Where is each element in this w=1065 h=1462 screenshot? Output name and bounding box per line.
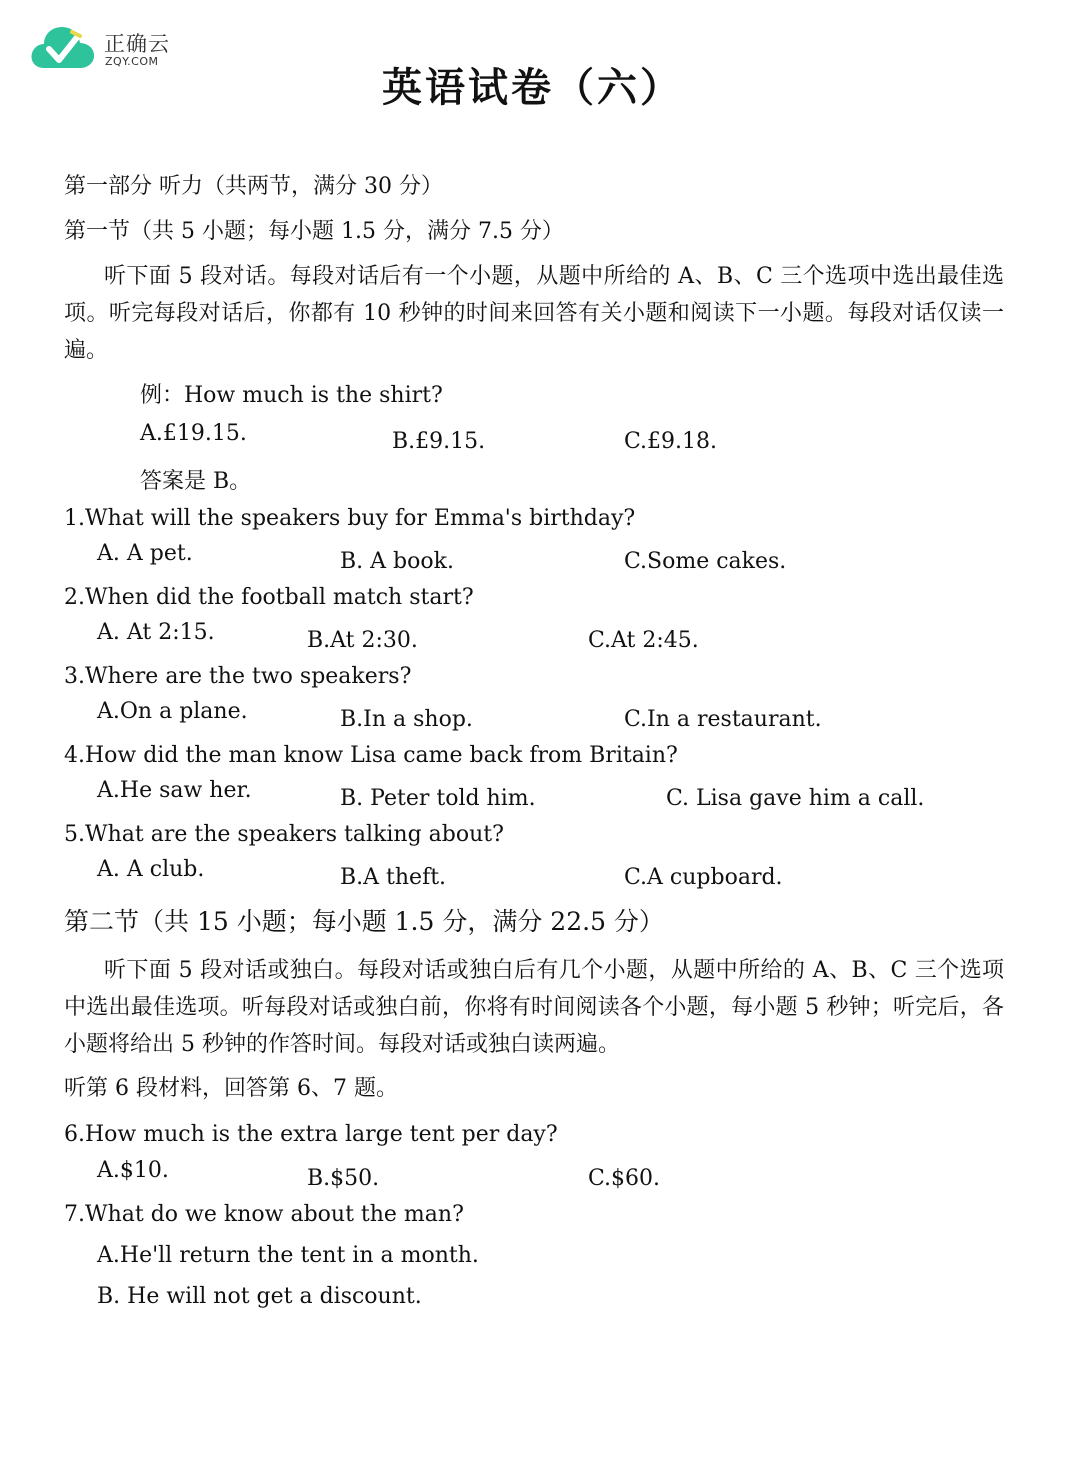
q5-option-b: B.A theft. [340, 865, 447, 890]
q6-option-a: A.$10. [97, 1158, 169, 1183]
section1-heading: 第一节（共 5 小题；每小题 1.5 分，满分 7.5 分） [64, 219, 564, 244]
question-5: 5.What are the speakers talking about? [64, 822, 504, 847]
question-3: 3.Where are the two speakers? [64, 664, 412, 689]
q3-option-b: B.In a shop. [340, 707, 473, 732]
q5-option-a: A. A club. [97, 857, 205, 882]
question-4: 4.How did the man know Lisa came back from Britain? [64, 743, 678, 768]
example-option-b: B.£9.15. [392, 429, 486, 454]
q7-option-a: A.He'll return the tent in a month. [97, 1243, 479, 1268]
q7-option-b: B. He will not get a discount. [97, 1284, 422, 1309]
section2-instructions: 听下面 5 段对话或独白。每段对话或独白后有几个小题，从题中所给的 A、B、C 三个选项中选出最佳选项。听每段对话或独白前，你将有时间阅读各个小题，每小题 5 秒钟；听完后，各小题将给出 5 秒钟的作答时间。每段对话或独白读两遍。 [64, 958, 1004, 1057]
q4-option-a: A.He saw her. [97, 778, 252, 803]
q3-option-a: A.On a plane. [97, 699, 248, 724]
q5-option-c: C.A cupboard. [624, 865, 783, 890]
question-2: 2.When did the football match start? [64, 585, 474, 610]
example-answer: 答案是 B。 [140, 469, 252, 494]
q2-option-b: B.At 2:30. [307, 628, 418, 653]
page-title: 英语试卷（六） [382, 64, 683, 111]
q4-option-c: C. Lisa gave him a call. [666, 786, 925, 811]
q1-option-a: A. A pet. [97, 541, 193, 566]
example-option-c: C.£9.18. [624, 429, 718, 454]
q1-option-b: B. A book. [340, 549, 454, 574]
q2-option-c: C.At 2:45. [588, 628, 699, 653]
q6-option-c: C.$60. [588, 1166, 661, 1191]
section1-instructions: 听下面 5 段对话。每段对话后有一个小题，从题中所给的 A、B、C 三个选项中选出最佳选项。听完每段对话后，你都有 10 秒钟的时间来回答有关小题和阅读下一小题。每段对话仅读一遍。 [64, 264, 1004, 363]
q2-option-a: A. At 2:15. [97, 620, 215, 645]
material-6-label: 听第 6 段材料，回答第 6、7 题。 [64, 1076, 398, 1101]
q6-option-b: B.$50. [307, 1166, 380, 1191]
q4-option-b: B. Peter told him. [340, 786, 536, 811]
example-question: 例：How much is the shirt? [140, 383, 443, 408]
question-6: 6.How much is the extra large tent per day? [64, 1122, 558, 1147]
example-option-a: A.£19.15. [140, 421, 247, 446]
q1-option-c: C.Some cakes. [624, 549, 787, 574]
question-1: 1.What will the speakers buy for Emma's birthday? [64, 506, 636, 531]
part1-heading: 第一部分 听力（共两节，满分 30 分） [64, 174, 443, 199]
section2-heading: 第二节（共 15 小题；每小题 1.5 分，满分 22.5 分） [64, 907, 664, 936]
logo-text-en: ZQY.COM [105, 55, 159, 68]
question-7: 7.What do we know about the man? [64, 1202, 464, 1227]
logo-text-cn: 正确云 [104, 32, 170, 56]
q3-option-c: C.In a restaurant. [624, 707, 822, 732]
